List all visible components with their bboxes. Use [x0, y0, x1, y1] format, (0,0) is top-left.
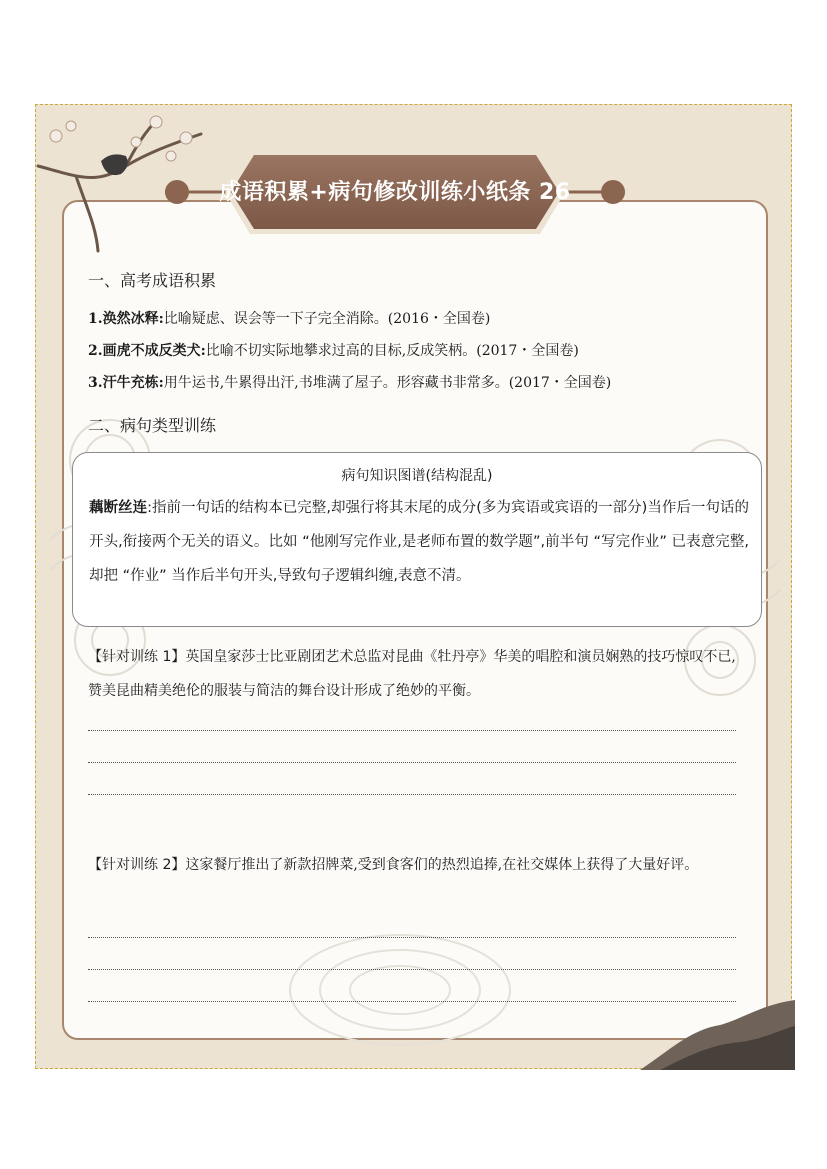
answer-line[interactable]	[88, 730, 736, 731]
idiom-item-1: 1.涣然冰释:比喻疑虑、误会等一下子完全消除。(2016・全国卷)	[88, 311, 491, 327]
answer-line[interactable]	[88, 969, 736, 970]
idiom-term: 涣然冰释	[102, 311, 159, 327]
section-heading-sentences: 二、病句类型训练	[88, 416, 217, 435]
idiom-number: 1.	[88, 311, 103, 327]
title-banner	[165, 145, 625, 240]
knowledge-text: :指前一句话的结构本已完整,却强行将其末尾的成分(多为宾语或宾语的一部分)当作后一句话的开头,衔接两个无关的语义。比如 “他刚写完作业,是老师布置的数学题”,前半句 “写完作业” 已表意完整,却把 “作业” 当作后半句开头,导致句子逻辑纠缠,表意不清。	[89, 500, 750, 584]
idiom-item-3: 3.汗牛充栋:用牛运书,牛累得出汗,书堆满了屋子。形容藏书非常多。(2017・全国卷)	[88, 375, 612, 391]
knowledge-box-body	[89, 491, 749, 593]
idiom-definition: 比喻不切实际地攀求过高的目标,反成笑柄。(2017・全国卷)	[205, 343, 579, 359]
knowledge-box	[72, 452, 762, 627]
idiom-definition: 比喻疑虑、误会等一下子完全消除。(2016・全国卷)	[163, 311, 491, 327]
exercise-text: 英国皇家莎士比亚剧团艺术总监对昆曲《牡丹亭》华美的唱腔和演员娴熟的技巧惊叹不已,赞美昆曲精美绝伦的服装与简洁的舞台设计形成了绝妙的平衡。	[88, 649, 736, 699]
idiom-number: 2.	[88, 343, 103, 359]
idiom-number: 3.	[88, 375, 103, 391]
idiom-term: 画虎不成反类犬	[102, 343, 201, 359]
section-heading-idioms: 一、高考成语积累	[88, 271, 217, 290]
answer-line[interactable]	[88, 762, 736, 763]
medallion-pattern-bottom	[250, 920, 550, 1050]
exercise-1	[88, 640, 738, 708]
ink-mountain-icon	[640, 990, 795, 1070]
answer-line[interactable]	[88, 794, 736, 795]
idiom-item-2: 2.画虎不成反类犬:比喻不切实际地攀求过高的目标,反成笑柄。(2017・全国卷)	[88, 343, 579, 359]
answer-line[interactable]	[88, 937, 736, 938]
knowledge-term: 藕断丝连	[89, 500, 148, 516]
idiom-term: 汗牛充栋	[102, 375, 159, 391]
idiom-definition: 用牛运书,牛累得出汗,书堆满了屋子。形容藏书非常多。(2017・全国卷)	[163, 375, 612, 391]
exercise-tag: 【针对训练 1】	[88, 649, 186, 665]
page-title: 成语积累+病句修改训练小纸条 26	[219, 180, 571, 205]
exercise-text: 这家餐厅推出了新款招牌菜,受到食客们的热烈追捧,在社交媒体上获得了大量好评。	[185, 857, 699, 873]
exercise-tag: 【针对训练 2】	[88, 857, 186, 873]
exercise-2	[88, 848, 738, 882]
knowledge-box-title: 病句知识图谱(结构混乱)	[341, 468, 493, 484]
answer-line[interactable]	[88, 1001, 736, 1002]
